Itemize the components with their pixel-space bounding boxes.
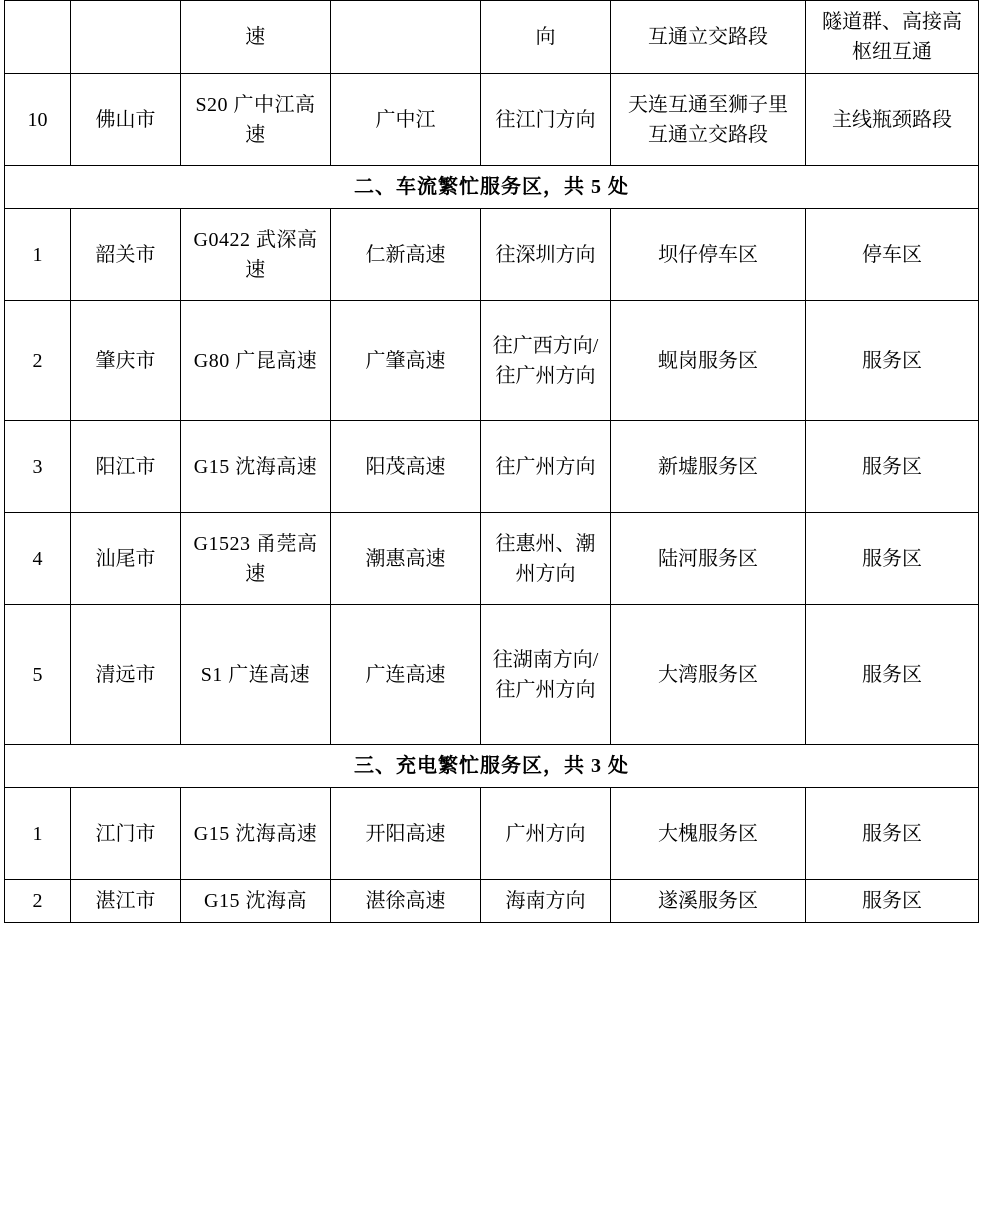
cell-road: G1523 甬莞高速 [181,513,331,605]
cell-name: 湛徐高速 [331,880,481,923]
table-row [5,605,979,745]
cell-name: 广肇高速 [331,301,481,421]
cell-index: 1 [5,788,71,880]
cell-type: 主线瓶颈路段 [806,74,979,166]
highway-congestion-table [4,0,979,923]
cell-direction: 往广西方向/往广州方向 [481,301,611,421]
cell-index: 3 [5,421,71,513]
cell-city: 江门市 [71,788,181,880]
cell-name: 广中江 [331,74,481,166]
cell-index: 10 [5,74,71,166]
cell-city: 肇庆市 [71,301,181,421]
cell-section: 大湾服务区 [611,605,806,745]
cell-road: G15 沈海高速 [181,788,331,880]
cell-road: 速 [181,1,331,74]
cell-name [331,1,481,74]
cell-type: 隧道群、高接高枢纽互通 [806,1,979,74]
table-row [5,1,979,74]
cell-direction: 往惠州、潮州方向 [481,513,611,605]
cell-city: 清远市 [71,605,181,745]
cell-section: 坝仔停车区 [611,209,806,301]
table-row [5,788,979,880]
cell-direction: 往广州方向 [481,421,611,513]
cell-name: 潮惠高速 [331,513,481,605]
cell-index: 2 [5,880,71,923]
section-header-row [5,166,979,209]
cell-direction: 广州方向 [481,788,611,880]
cell-name: 开阳高速 [331,788,481,880]
table-row [5,880,979,923]
cell-section: 大槐服务区 [611,788,806,880]
cell-direction: 往深圳方向 [481,209,611,301]
cell-name: 阳茂高速 [331,421,481,513]
cell-type: 服务区 [806,605,979,745]
cell-direction: 往江门方向 [481,74,611,166]
cell-index [5,1,71,74]
table-row [5,421,979,513]
cell-index: 1 [5,209,71,301]
cell-section: 天连互通至狮子里互通立交路段 [611,74,806,166]
cell-direction: 往湖南方向/往广州方向 [481,605,611,745]
cell-road: G15 沈海高速 [181,421,331,513]
cell-section: 蚬岗服务区 [611,301,806,421]
section-header-row [5,745,979,788]
table-row [5,513,979,605]
cell-city: 湛江市 [71,880,181,923]
cell-index: 5 [5,605,71,745]
cell-type: 停车区 [806,209,979,301]
cell-city: 阳江市 [71,421,181,513]
cell-section: 互通立交路段 [611,1,806,74]
table-row [5,74,979,166]
cell-type: 服务区 [806,421,979,513]
table-row [5,209,979,301]
cell-type: 服务区 [806,513,979,605]
cell-type: 服务区 [806,788,979,880]
cell-section: 陆河服务区 [611,513,806,605]
cell-road: G80 广昆高速 [181,301,331,421]
cell-index: 4 [5,513,71,605]
cell-city: 韶关市 [71,209,181,301]
section-title-three: 三、充电繁忙服务区，共 3 处 [5,745,979,788]
cell-road: S20 广中江高速 [181,74,331,166]
cell-road: G15 沈海高 [181,880,331,923]
cell-section: 遂溪服务区 [611,880,806,923]
cell-name: 仁新高速 [331,209,481,301]
cell-index: 2 [5,301,71,421]
table-row [5,301,979,421]
cell-type: 服务区 [806,301,979,421]
cell-city [71,1,181,74]
cell-type: 服务区 [806,880,979,923]
cell-city: 佛山市 [71,74,181,166]
cell-name: 广连高速 [331,605,481,745]
cell-city: 汕尾市 [71,513,181,605]
cell-direction: 海南方向 [481,880,611,923]
cell-section: 新墟服务区 [611,421,806,513]
section-title-two: 二、车流繁忙服务区，共 5 处 [5,166,979,209]
cell-road: G0422 武深高速 [181,209,331,301]
cell-road: S1 广连高速 [181,605,331,745]
cell-direction: 向 [481,1,611,74]
